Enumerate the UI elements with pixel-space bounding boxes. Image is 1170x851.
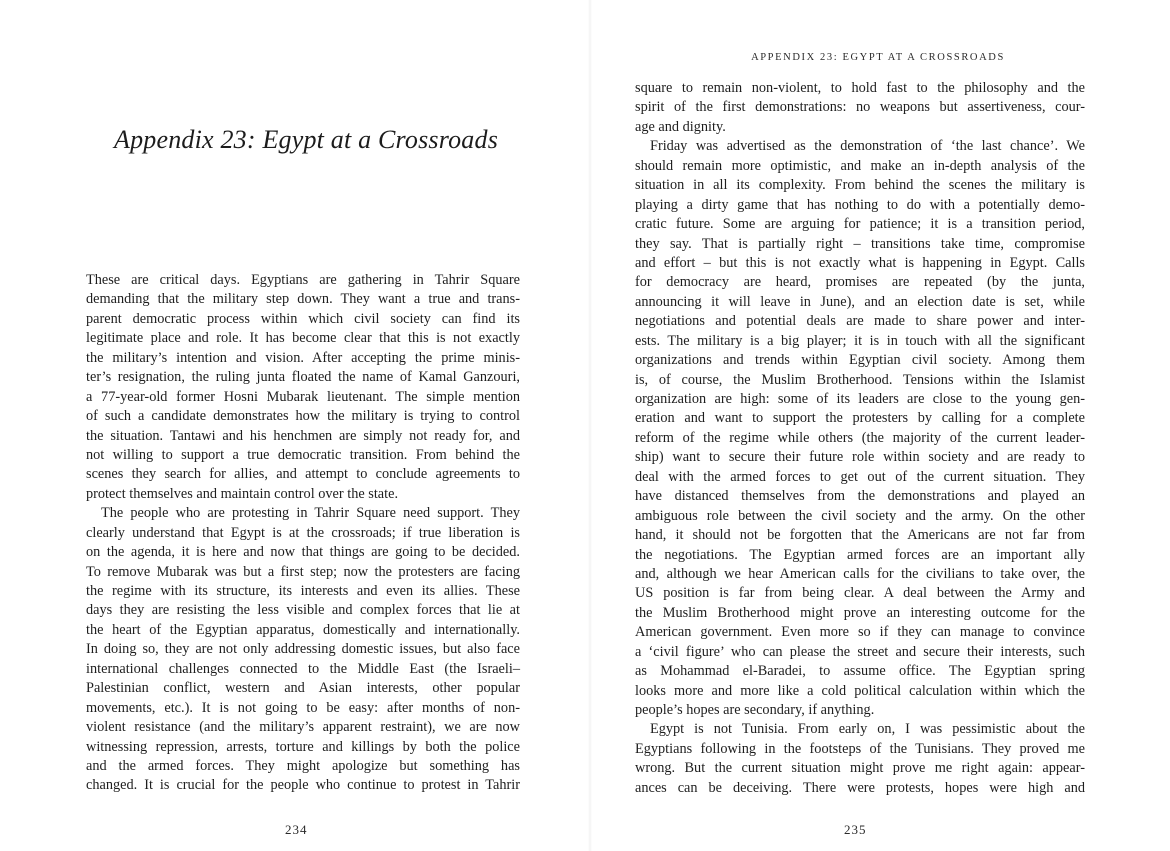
text-line: and effort – but this is not exactly what is happening in Egypt. Calls bbox=[635, 254, 1085, 271]
text-line: square to remain non-violent, to hold fast to the philosophy and the bbox=[635, 80, 1085, 96]
left-page-body bbox=[86, 271, 520, 796]
text-line: the military’s intention and vision. After accepting the prime minis- bbox=[86, 349, 520, 366]
text-line: movements, etc.). It is not going to be easy: after months of non- bbox=[86, 699, 520, 716]
text-line: ances can be deceiving. There were protests, hopes were high and bbox=[635, 779, 1085, 796]
text-line: negotiations and potential deals are made to share power and inter- bbox=[635, 313, 1085, 330]
text-line: of such a candidate demonstrates how the military is trying to control bbox=[86, 408, 520, 425]
text-line: as Mohammad el-Baradei, to assume office. The Egyptian spring bbox=[635, 663, 1085, 680]
text-line: Friday was advertised as the demonstration of ‘the last chance’. We bbox=[650, 138, 1085, 155]
text-line: hand, it should not be forgotten that the Americans are not far from bbox=[635, 527, 1085, 544]
page-number-right: 235 bbox=[844, 822, 867, 837]
text-line: international challenges connected to the Middle East (the Israeli– bbox=[86, 660, 520, 677]
text-line: on the agenda, it is here and now that things are going to be decided. bbox=[86, 544, 520, 561]
text-line: playing a dirty game that has nothing to do with a potentially demo- bbox=[635, 196, 1085, 213]
text-line: spirit of the first demonstrations: no weapons but assertiveness, cour- bbox=[635, 99, 1085, 116]
text-line: days they are resisting the less visible and complex forces that lie at bbox=[86, 602, 520, 619]
text-line: organization are high: some of its leaders are close to the young gen- bbox=[635, 391, 1085, 407]
text-line: announcing it will leave in June), and an election date is set, while bbox=[635, 293, 1085, 310]
text-line: the Muslim Brotherhood might prove an interesting outcome for the bbox=[635, 604, 1085, 621]
text-line: should remain more optimistic, and make an in-depth analysis of the bbox=[635, 157, 1085, 174]
text-line: reform of the regime while others (the majority of the current leader- bbox=[635, 429, 1085, 446]
text-line: parent democratic process within which civil society can find its bbox=[86, 310, 520, 327]
text-line: the negotiations. The Egyptian armed forces are an important ally bbox=[635, 546, 1085, 563]
text-line: eration and want to support the protesters by calling for a complete bbox=[635, 410, 1085, 427]
text-line: not willing to support a true democratic transition. From behind the bbox=[86, 446, 520, 463]
text-line: Egyptians following in the footsteps of the Tunisians. They proved me bbox=[635, 740, 1085, 757]
text-line: To remove Mubarak was but a first step; now the protesters are facing bbox=[86, 563, 520, 580]
text-line: The people who are protesting in Tahrir Square need support. They bbox=[101, 505, 520, 522]
text-line: ship) want to secure their future role within society and are ready to bbox=[635, 449, 1085, 466]
text-line: Egypt is not Tunisia. From early on, I was pessimistic about the bbox=[650, 721, 1085, 738]
text-line: ter’s resignation, the ruling junta floated the name of Kamal Ganzouri, bbox=[86, 369, 520, 386]
text-line: violent resistance (and the military’s apparent restraint), we are now bbox=[86, 719, 520, 736]
text-line: the heart of the Egyptian apparatus, domestically and internationally. bbox=[86, 621, 520, 638]
text-line: US position is far from being clear. A deal between the Army and bbox=[635, 585, 1085, 602]
text-line: ests. The military is a big player; it is in touch with all the significant bbox=[635, 332, 1085, 349]
text-line: they say. That is partially right – transitions take time, compromise bbox=[635, 235, 1085, 252]
text-line: scenes they search for allies, and attempt to conclude agreements to bbox=[86, 466, 520, 483]
text-line: American government. Even more so if they can manage to convince bbox=[635, 624, 1085, 641]
text-line: changed. It is crucial for the people who continue to protest in Tahrir bbox=[86, 777, 520, 794]
text-line: age and dignity. bbox=[635, 118, 726, 135]
text-line: demanding that the military step down. They want a true and trans- bbox=[86, 291, 520, 308]
text-line: a 77-year-old former Hosni Mubarak lieutenant. The simple mention bbox=[86, 388, 520, 405]
text-line: clearly understand that Egypt is at the crossroads; if true liberation is bbox=[86, 524, 520, 541]
text-line: is, of course, the Muslim Brotherhood. Tensions within the Islamist bbox=[635, 371, 1085, 388]
text-line: for democracy are heard, promises are repeated (by the junta, bbox=[635, 274, 1085, 291]
text-line: protect themselves and maintain control over the state. bbox=[86, 485, 399, 502]
text-line: people’s hopes are secondary, if anything. bbox=[635, 702, 875, 718]
running-head: APPENDIX 23: EGYPT AT A CROSSROADS bbox=[751, 52, 1005, 63]
text-line: Palestinian conflict, western and Asian interests, other popular bbox=[86, 680, 520, 697]
text-line: legitimate place and role. It has become clear that this is not exactly bbox=[86, 330, 520, 347]
chapter-title: Appendix 23: Egypt at a Crossroads bbox=[114, 125, 499, 154]
text-line: witnessing repression, arrests, torture and killings by both the police bbox=[86, 738, 520, 755]
right-page-body bbox=[635, 79, 1085, 798]
text-line: cratic future. Some are arguing for patience; it is a transition period, bbox=[635, 216, 1085, 233]
right-page bbox=[590, 0, 1170, 851]
text-line: situation in all its complexity. From behind the scenes the military is bbox=[635, 177, 1085, 194]
text-line: organizations and trends within Egyptian civil society. Among them bbox=[635, 352, 1085, 369]
text-line: and, although we hear American calls for the civilians to take over, the bbox=[635, 565, 1085, 582]
text-line: In doing so, they are not only addressing domestic issues, but also face bbox=[86, 641, 520, 658]
text-line: the situation. Tantawi and his henchmen are simply not ready for, and bbox=[86, 427, 520, 444]
text-line: wrong. But the current situation might prove me right again: appear- bbox=[635, 760, 1085, 777]
text-line: and the armed forces. They might apologize but something has bbox=[86, 757, 520, 774]
page-number-left: 234 bbox=[285, 822, 308, 837]
text-line: a ‘civil figure’ who can please the street and secure their interests, such bbox=[635, 643, 1085, 660]
text-line: ambiguous role between the civil society and the army. On the other bbox=[635, 507, 1085, 524]
text-line: These are critical days. Egyptians are gathering in Tahrir Square bbox=[86, 272, 520, 288]
text-line: have distanced themselves from the demonstrations and played an bbox=[635, 488, 1085, 505]
text-line: the regime with its structure, its interests and even its allies. These bbox=[86, 583, 520, 599]
text-line: deal with the armed forces to get out of the current situation. They bbox=[635, 468, 1085, 485]
text-line: looks more and more like a cold political calculation within which the bbox=[635, 682, 1085, 699]
